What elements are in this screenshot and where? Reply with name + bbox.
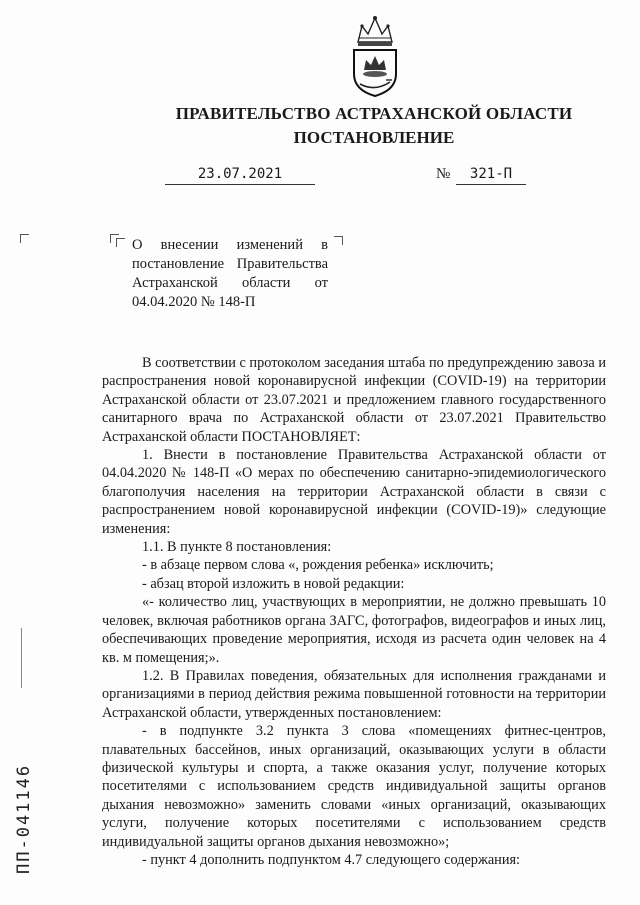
body-paragraph: 1. Внести в постановление Правительства Астраханской области от 04.04.2020 № 148-П «О мерах по обеспечению санитарно-эпидемиологического благополучия населения на территории Астраханской области в связи с распространением новой коронавирусной инфекции (COVID-19)» следующие изменения: — [102, 447, 606, 537]
number-label: № — [436, 166, 451, 182]
body-paragraph: «- количество лиц, участвующих в мероприятии, не должно превышать 10 человек, включая работников органа ЗАГС, фотографов, видеографов и иных лиц, обеспечивающих проведение мероприятия, исходя из расчета один человек на 4 кв. м помещения;». — [102, 594, 606, 666]
subject-line: 04.04.2020 № 148-П — [132, 294, 256, 310]
left-margin-corner — [20, 234, 29, 243]
subject-corner-right — [334, 236, 343, 245]
document-date: 23.07.2021 — [165, 166, 315, 185]
body-paragraph: - в абзаце первом слова «, рождения ребенка» исключить; — [142, 557, 494, 574]
organization-title: ПРАВИТЕЛЬСТВО АСТРАХАНСКОЙ ОБЛАСТИ — [175, 104, 573, 123]
margin-mark — [21, 628, 22, 688]
coat-of-arms-icon — [346, 12, 404, 98]
subject-line: Астраханской области от — [132, 275, 328, 291]
document-subject — [132, 236, 328, 312]
side-registration-code: ПП-041146 — [14, 763, 34, 874]
body-paragraph: 1.2. В Правилах поведения, обязательных для исполнения гражданами и организациями в период действия режима повышенной готовности на территории Астраханской области, утвержденных постановлением: — [102, 667, 606, 721]
body-paragraph: 1.1. В пункте 8 постановления: — [142, 539, 332, 556]
subject-line: постановление Правительства — [132, 256, 328, 272]
body-paragraph: - абзац второй изложить в новой редакции: — [142, 575, 405, 592]
body-paragraph: - в подпункте 3.2 пункта 3 слова «помещениях фитнес-центров, плавательных бассейнов, иных организаций, оказывающих услуги в области физической культуры и спорта, а также оказания услуг, получение которых посетителями с использованием средств индивидуальной защиты органов дыхания невозможно» заменить словами «иных организаций, оказывающих услуги, получение которых посетителями с использованием средств индивидуальной защиты органов дыхания невозможно»; — [102, 723, 606, 850]
subject-line: О внесении изменений в — [132, 237, 328, 253]
subject-corner-left-inner — [116, 238, 125, 247]
document-number: 321-П — [456, 166, 526, 185]
body-paragraph: - пункт 4 дополнить подпунктом 4.7 следующего содержания: — [142, 851, 521, 868]
document-type: ПОСТАНОВЛЕНИЕ — [293, 128, 455, 147]
document-body — [102, 354, 606, 869]
body-paragraph: В соответствии с протоколом заседания штаба по предупреждению завоза и распространения новой коронавирусной инфекции (COVID-19) на территории Астраханской области от 23.07.2021 и предложением главного государственного санитарного врача по Астраханской области от 23.07.2021 Правительство Астраханской области ПОСТАНОВЛЯЕТ: — [102, 355, 606, 445]
